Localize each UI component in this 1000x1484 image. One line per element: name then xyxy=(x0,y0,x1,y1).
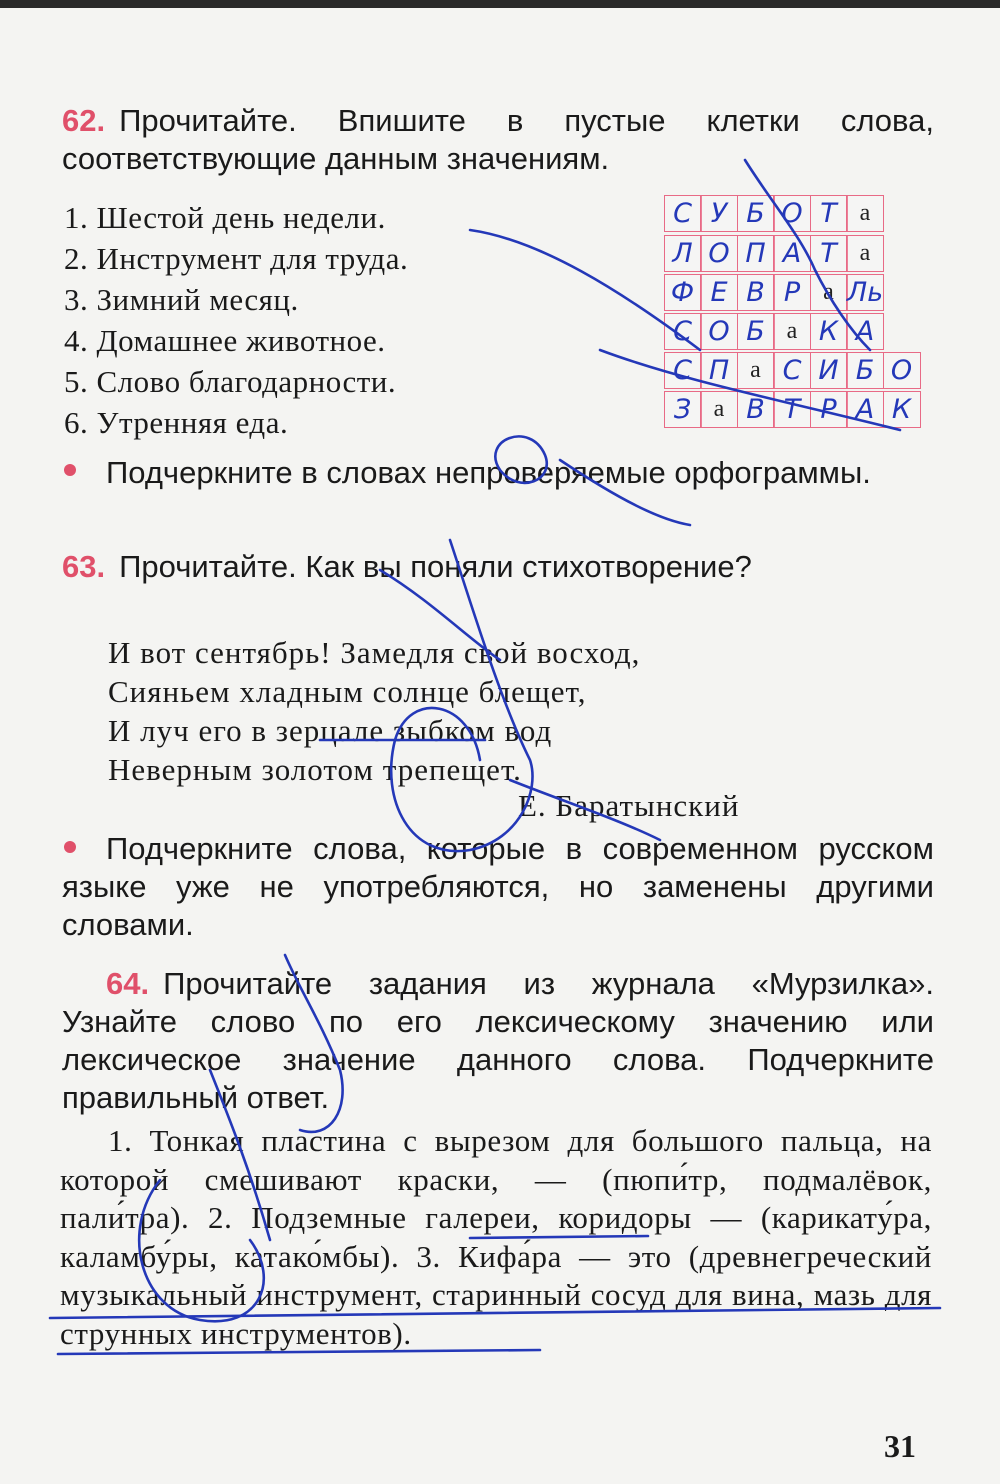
grid-cell[interactable]: Б xyxy=(846,352,884,389)
grid-cell[interactable]: С xyxy=(664,195,702,232)
grid-cell[interactable]: Б xyxy=(737,313,775,350)
task-63-instruction xyxy=(62,548,934,586)
grid-cell[interactable]: У xyxy=(700,195,738,232)
grid-cell[interactable]: В xyxy=(737,274,775,311)
grid-cell[interactable]: Т xyxy=(773,391,811,428)
grid-cell: а xyxy=(810,274,848,311)
grid-row xyxy=(665,392,921,428)
grid-cell[interactable]: Ф xyxy=(664,274,702,311)
grid-cell[interactable]: И xyxy=(810,352,848,389)
definitions-list xyxy=(64,197,624,443)
task-64-body: 1. Тонкая пластина с вырезом для большого пальца, на которой смешивают краски, — (пюпи́тр, подмалёвок, пали́тра). 2. Подземные галереи, коридоры — (карикату́ра, каламбу́ры, катако́мбы). 3. Кифа́ра — это (древнегреческий музыкальный инструмент, старинный сосуд для вина, мазь для струнных инструментов). xyxy=(60,1123,932,1351)
task-64-text: Прочитайте задания из журнала «Мурзилка». Узнайте слово по его лексическому значению или лексическое значение данного слова. Подчеркните правильный ответ. xyxy=(62,966,934,1115)
grid-cell[interactable]: С xyxy=(664,313,702,350)
poem-author: Е. Баратынский xyxy=(518,788,740,823)
grid-cell[interactable]: В xyxy=(737,391,775,428)
grid-cell[interactable]: С xyxy=(773,352,811,389)
definition-item: 2. Инструмент для труда. xyxy=(64,241,409,276)
task-63-bullet-text: Подчеркните слова, которые в современном русском языке уже не употребляются, но заменены другими словами. xyxy=(62,831,934,942)
task-62-bullet-text: Подчеркните в словах непроверяемые орфограммы. xyxy=(106,455,871,490)
page-number: 31 xyxy=(884,1428,916,1464)
grid-row xyxy=(665,236,884,272)
task-63-number: 63. xyxy=(62,549,106,584)
task-63-text: Прочитайте. Как вы поняли стихотворение? xyxy=(119,549,752,584)
grid-cell[interactable]: П xyxy=(700,352,738,389)
grid-cell[interactable]: А xyxy=(846,391,884,428)
grid-cell[interactable]: З xyxy=(664,391,702,428)
definition-item: 3. Зимний месяц. xyxy=(64,282,299,317)
grid-cell[interactable]: К xyxy=(883,391,921,428)
grid-cell[interactable]: О xyxy=(773,195,811,232)
poem-line: И луч его в зерцале зыбком вод xyxy=(108,713,553,748)
grid-cell[interactable]: С xyxy=(664,352,702,389)
grid-cell[interactable]: Л xyxy=(664,235,702,272)
scan-top-edge xyxy=(0,0,1000,8)
grid-cell[interactable]: Е xyxy=(700,274,738,311)
grid-row xyxy=(665,196,884,232)
definition-item: 4. Домашнее животное. xyxy=(64,323,386,358)
poem-line: Сияньем хладным солнце блещет, xyxy=(108,674,587,709)
poem-line: Неверным золотом трепещет. xyxy=(108,752,522,787)
grid-cell[interactable]: О xyxy=(883,352,921,389)
grid-cell[interactable]: О xyxy=(700,313,738,350)
task-62-text: Прочитайте. Впишите в пустые клетки слова, соответствующие данным значениям. xyxy=(62,103,934,176)
definition-item: 1. Шестой день недели. xyxy=(64,200,386,235)
grid-cell[interactable]: Ль xyxy=(846,274,884,311)
grid-cell[interactable]: Р xyxy=(773,274,811,311)
grid-cell: а xyxy=(773,313,811,350)
task-64-number: 64. xyxy=(106,966,150,1001)
grid-cell[interactable]: П xyxy=(737,235,775,272)
grid-cell: а xyxy=(700,391,738,428)
grid-cell[interactable]: А xyxy=(846,313,884,350)
grid-row xyxy=(665,314,884,350)
definition-item: 5. Слово благодарности. xyxy=(64,364,397,399)
grid-cell[interactable]: Т xyxy=(810,235,848,272)
poem-line: И вот сентябрь! Замедля свой восход, xyxy=(108,635,641,670)
task-62-number: 62. xyxy=(62,103,106,138)
grid-cell[interactable]: Р xyxy=(810,391,848,428)
grid-cell[interactable]: Т xyxy=(810,195,848,232)
grid-cell[interactable]: А xyxy=(773,235,811,272)
definition-item: 6. Утренняя еда. xyxy=(64,405,289,440)
task-62-instruction xyxy=(62,102,934,178)
grid-cell: а xyxy=(846,195,884,232)
grid-row xyxy=(665,275,884,311)
task-64-instruction xyxy=(62,965,934,1117)
poem xyxy=(108,633,640,789)
grid-cell[interactable]: К xyxy=(810,313,848,350)
grid-cell: а xyxy=(846,235,884,272)
grid-cell[interactable]: О xyxy=(700,235,738,272)
grid-row xyxy=(665,353,921,389)
grid-cell: а xyxy=(737,352,775,389)
grid-cell[interactable]: Б xyxy=(737,195,775,232)
